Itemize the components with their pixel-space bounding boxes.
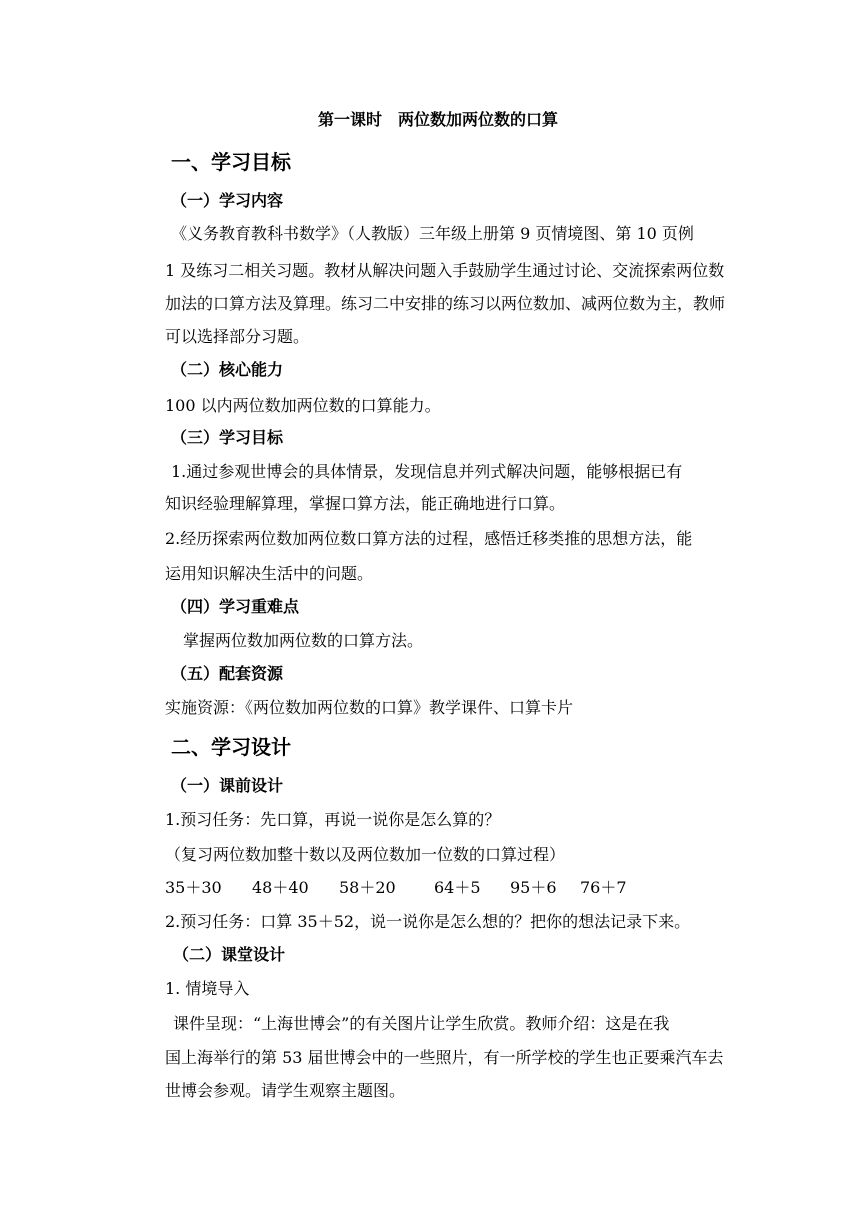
paragraph-line: 实施资源：《两位数加两位数的口算》教学课件、口算卡片 xyxy=(165,698,574,717)
subheading-in-class: （二）课堂设计 xyxy=(173,945,286,964)
paragraph-line: 《义务教育教科书数学》（人教版）三年级上册第 9 页情境图、第 10 页例 xyxy=(171,224,694,243)
paragraph-line: 国上海举行的第 53 届世博会中的一些照片，有一所学校的学生也正要乘汽车去 xyxy=(165,1048,724,1067)
subheading-pre-class: （一）课前设计 xyxy=(171,776,284,795)
paragraph-line: （复习两位数加整十数以及两位数加一位数的口算过程） xyxy=(165,845,566,864)
goal-item-1: 1.通过参观世博会的具体情景，发现信息并列式解决问题，能够根据已有 xyxy=(171,462,683,481)
subheading-ability: （二）核心能力 xyxy=(171,360,284,379)
equation: 95＋6 xyxy=(510,878,557,897)
paragraph-line: 1 及练习二相关习题。教材从解决问题入手鼓励学生通过讨论、交流探索两位数 xyxy=(165,261,725,280)
section-heading-design: 二、学习设计 xyxy=(171,735,291,759)
paragraph-line: 运用知识解决生活中的问题。 xyxy=(165,564,374,583)
equation: 35＋30 xyxy=(165,878,222,897)
paragraph-line: 可以选择部分习题。 xyxy=(165,327,310,346)
paragraph-line: 课件呈现：“上海世博会”的有关图片让学生欣赏。教师介绍：这是在我 xyxy=(173,1014,670,1033)
page-title: 第一课时 两位数加两位数的口算 xyxy=(318,110,559,129)
subheading-resources: （五）配套资源 xyxy=(171,664,284,683)
paragraph-line: 掌握两位数加两位数的口算方法。 xyxy=(183,631,424,650)
subheading-goals: （三）学习目标 xyxy=(171,428,284,447)
paragraph-line: 加法的口算方法及算理。练习二中安排的练习以两位数加、减两位数为主，教师 xyxy=(165,294,726,313)
preview-task-1: 1.预习任务：先口算，再说一说你是怎么算的？ xyxy=(165,810,501,829)
equation: 76＋7 xyxy=(580,878,627,897)
subheading-keypoints: （四）学习重难点 xyxy=(171,597,300,616)
paragraph-line: 100 以内两位数加两位数的口算能力。 xyxy=(165,396,441,415)
equation: 58＋20 xyxy=(339,878,396,897)
list-item-situation: 1. 情境导入 xyxy=(165,979,250,998)
equation: 48＋40 xyxy=(252,878,309,897)
subheading-content: （一）学习内容 xyxy=(171,191,284,210)
goal-item-2: 2.经历探索两位数加两位数口算方法的过程，感悟迁移类推的思想方法，能 xyxy=(165,529,693,548)
equation: 64＋5 xyxy=(434,878,481,897)
paragraph-line: 世博会参观。请学生观察主题图。 xyxy=(165,1081,406,1100)
preview-task-2: 2.预习任务：口算 35＋52，说一说你是怎么想的？把你的想法记录下来。 xyxy=(165,912,691,931)
paragraph-line: 知识经验理解算理，掌握口算方法，能正确地进行口算。 xyxy=(165,494,566,513)
section-heading-goals: 一、学习目标 xyxy=(171,150,291,174)
